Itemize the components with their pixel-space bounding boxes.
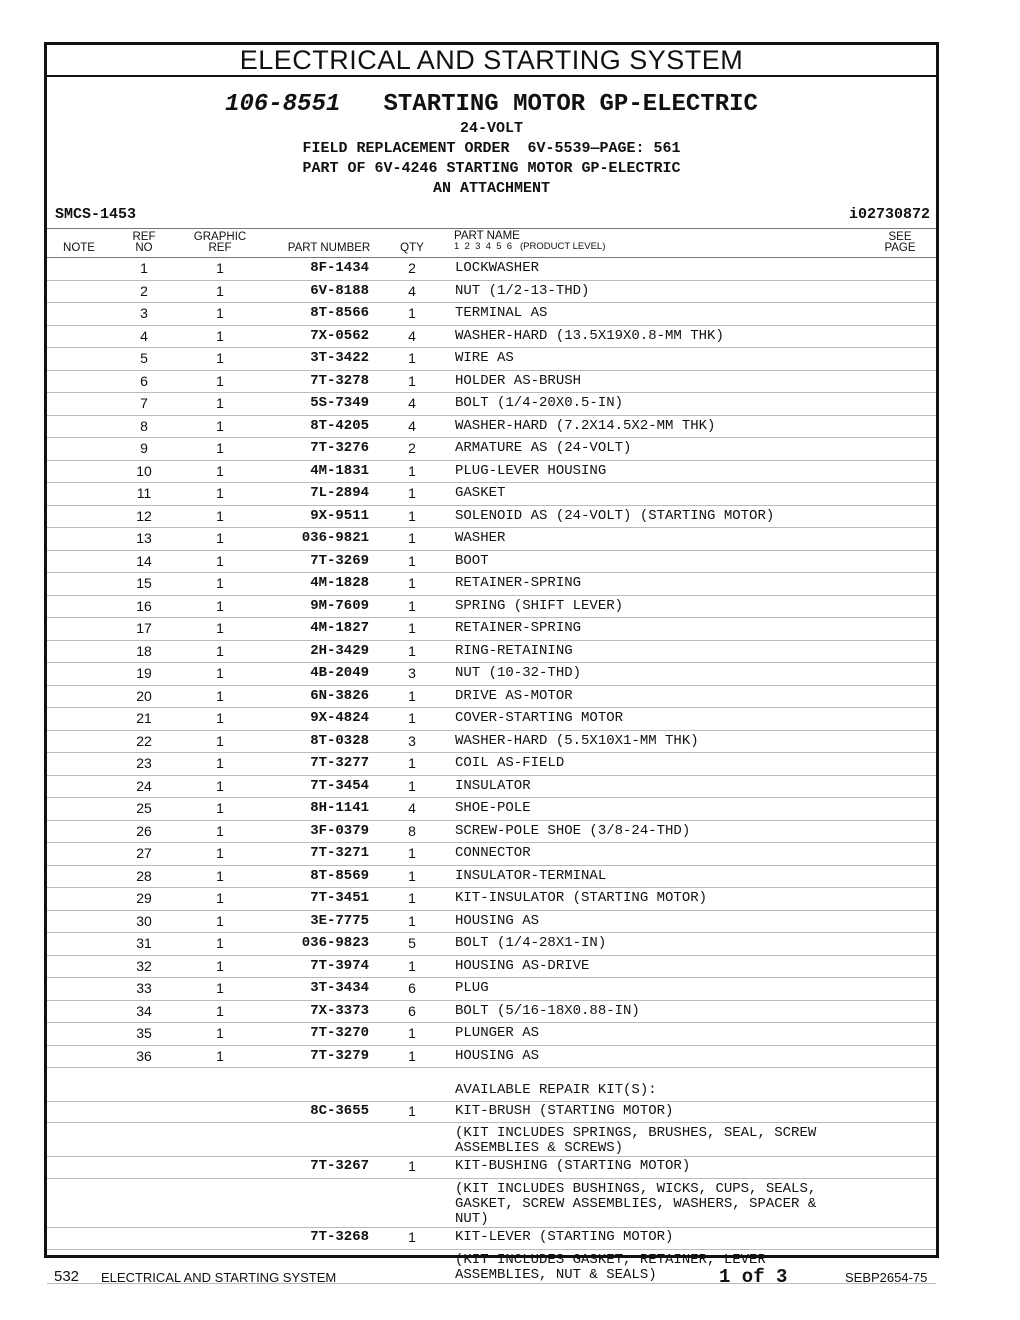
ref-no: 25 xyxy=(136,800,152,816)
group-subtitle-3: PART OF 6V-4246 STARTING MOTOR GP-ELECTRIC xyxy=(302,160,681,177)
part-name: PLUNGER AS xyxy=(455,1025,540,1041)
quantity: 1 xyxy=(408,1047,416,1064)
kit-name: KIT-BUSHING (STARTING MOTOR) xyxy=(455,1158,691,1174)
ref-no: 8 xyxy=(140,417,148,434)
quantity: 1 xyxy=(408,305,416,321)
part-number: 8T-4205 xyxy=(310,417,369,434)
quantity: 1 xyxy=(408,777,416,794)
ref-no: 32 xyxy=(136,957,152,974)
part-name: TERMINAL AS xyxy=(455,305,548,321)
quantity: 1 xyxy=(408,372,416,389)
quantity: 1 xyxy=(408,575,416,591)
part-name: GASKET xyxy=(455,485,506,501)
graphic-ref: 1 xyxy=(216,710,224,726)
graphic-ref: 1 xyxy=(216,912,224,929)
ref-no: 5 xyxy=(140,350,148,366)
table-row xyxy=(47,416,936,439)
table-row xyxy=(47,483,936,506)
parts-rows xyxy=(47,258,936,1068)
part-number: 7T-3451 xyxy=(310,890,369,906)
graphic-ref: 1 xyxy=(216,485,224,501)
table-row xyxy=(47,708,936,731)
table-row xyxy=(47,911,936,934)
ref-no: 10 xyxy=(136,462,152,479)
part-name: WASHER xyxy=(455,530,506,546)
quantity: 4 xyxy=(408,800,416,816)
part-number: 4M-1831 xyxy=(310,462,369,479)
table-row xyxy=(47,888,936,911)
kit-part-number: 7T-3268 xyxy=(310,1229,369,1245)
part-number: 7T-3269 xyxy=(310,552,369,569)
table-row xyxy=(47,1023,936,1046)
repair-kits-heading-row xyxy=(47,1068,936,1102)
table-row xyxy=(47,303,936,326)
kit-includes-row xyxy=(47,1123,936,1157)
smcs-code: SMCS-1453 xyxy=(55,206,137,223)
quantity: 1 xyxy=(408,912,416,929)
graphic-ref: 1 xyxy=(216,687,224,704)
part-name: WASHER-HARD (5.5X10X1-MM THK) xyxy=(455,732,699,749)
table-row xyxy=(47,663,936,686)
ref-no: 6 xyxy=(140,372,148,389)
ref-no: 21 xyxy=(136,710,152,726)
group-subtitle-2: FIELD REPLACEMENT ORDER 6V-5539—PAGE: 561 xyxy=(302,140,681,157)
part-name: COIL AS-FIELD xyxy=(455,755,565,771)
part-name: SCREW-POLE SHOE (3/8-24-THD) xyxy=(455,822,691,839)
quantity: 3 xyxy=(408,665,416,681)
part-number: 7T-3276 xyxy=(310,440,369,456)
part-number: 7X-3373 xyxy=(310,1002,369,1019)
kit-includes-line: (KIT INCLUDES GASKET, RETAINER, LEVER xyxy=(455,1252,766,1268)
quantity: 1 xyxy=(408,687,416,704)
graphic-ref: 1 xyxy=(216,507,224,524)
group-name: STARTING MOTOR GP-ELECTRIC xyxy=(383,91,758,118)
part-number: 3T-3422 xyxy=(310,350,369,366)
header-see-2: PAGE xyxy=(884,242,916,254)
table-row xyxy=(47,438,936,461)
part-number: 5S-7349 xyxy=(310,395,369,411)
part-name: INSULATOR xyxy=(455,777,531,794)
table-row xyxy=(47,393,936,416)
table-row xyxy=(47,933,936,956)
table-row xyxy=(47,776,936,799)
ref-no: 29 xyxy=(136,890,152,906)
graphic-ref: 1 xyxy=(216,327,224,344)
part-number: 8T-8566 xyxy=(310,305,369,321)
graphic-ref: 1 xyxy=(216,665,224,681)
ref-no: 12 xyxy=(136,507,152,524)
part-number: 7T-3277 xyxy=(310,755,369,771)
ref-no: 4 xyxy=(140,327,148,344)
table-row xyxy=(47,1001,936,1024)
part-number: 9X-4824 xyxy=(310,710,369,726)
kit-name: KIT-BRUSH (STARTING MOTOR) xyxy=(455,1103,674,1119)
quantity: 4 xyxy=(408,395,416,411)
ref-no: 9 xyxy=(140,440,148,456)
graphic-ref: 1 xyxy=(216,1002,224,1019)
kit-includes-line: GASKET, SCREW ASSEMBLIES, WASHERS, SPACER & xyxy=(455,1196,817,1212)
kit-qty: 1 xyxy=(408,1229,416,1245)
graphic-ref: 1 xyxy=(216,845,224,861)
part-number: 7T-3278 xyxy=(310,372,369,389)
part-number: 3F-0379 xyxy=(310,822,369,839)
kit-qty: 1 xyxy=(408,1158,416,1174)
header-graphic-2: REF xyxy=(208,242,232,254)
table-row xyxy=(47,461,936,484)
graphic-ref: 1 xyxy=(216,755,224,771)
graphic-ref: 1 xyxy=(216,372,224,389)
ref-no: 19 xyxy=(136,665,152,681)
part-name: DRIVE AS-MOTOR xyxy=(455,687,573,704)
table-header xyxy=(47,228,936,258)
part-name: RING-RETAINING xyxy=(455,642,573,659)
kit-includes-line: ASSEMBLIES, NUT & SEALS) xyxy=(455,1267,657,1283)
part-name: HOLDER AS-BRUSH xyxy=(455,372,582,389)
graphic-ref: 1 xyxy=(216,822,224,839)
graphic-ref: 1 xyxy=(216,777,224,794)
graphic-ref: 1 xyxy=(216,575,224,591)
part-number: 4M-1827 xyxy=(310,620,369,636)
graphic-ref: 1 xyxy=(216,530,224,546)
graphic-ref: 1 xyxy=(216,1025,224,1041)
part-number: 8T-8569 xyxy=(310,867,369,884)
quantity: 1 xyxy=(408,710,416,726)
part-number: 9M-7609 xyxy=(310,597,369,614)
kit-includes-line: (KIT INCLUDES BUSHINGS, WICKS, CUPS, SEALS, xyxy=(455,1181,817,1197)
ref-no: 35 xyxy=(136,1025,152,1041)
ref-no: 33 xyxy=(136,980,152,996)
quantity: 5 xyxy=(408,935,416,951)
kit-row xyxy=(47,1157,936,1179)
group-title xyxy=(47,91,936,119)
graphic-ref: 1 xyxy=(216,935,224,951)
kit-includes-line: ASSEMBLIES & SCREWS) xyxy=(455,1140,624,1156)
part-name: RETAINER-SPRING xyxy=(455,620,582,636)
graphic-ref: 1 xyxy=(216,732,224,749)
table-row xyxy=(47,753,936,776)
ref-no: 30 xyxy=(136,912,152,929)
group-subtitle-1: 24-VOLT xyxy=(459,120,523,137)
kit-part-number: 8C-3655 xyxy=(310,1103,369,1119)
table-row xyxy=(47,866,936,889)
graphic-ref: 1 xyxy=(216,890,224,906)
part-name: INSULATOR-TERMINAL xyxy=(455,867,607,884)
header-qty: QTY xyxy=(400,242,424,254)
part-name: HOUSING AS xyxy=(455,1047,540,1064)
graphic-ref: 1 xyxy=(216,957,224,974)
part-name: LOCKWASHER xyxy=(455,260,540,276)
part-name: CONNECTOR xyxy=(455,845,531,861)
table-row xyxy=(47,686,936,709)
part-name: BOOT xyxy=(455,552,489,569)
doc-id: i02730872 xyxy=(848,206,930,223)
part-name: HOUSING AS-DRIVE xyxy=(455,957,590,974)
part-name: ARMATURE AS (24-VOLT) xyxy=(455,440,632,456)
part-number: 3T-3434 xyxy=(310,980,369,996)
part-name: NUT (1/2-13-THD) xyxy=(455,282,590,299)
table-row xyxy=(47,596,936,619)
group-subtitle-4: AN ATTACHMENT xyxy=(432,180,551,197)
part-name: RETAINER-SPRING xyxy=(455,575,582,591)
header-see-1: SEE xyxy=(888,231,912,243)
quantity: 4 xyxy=(408,282,416,299)
part-name: BOLT (1/4-28X1-IN) xyxy=(455,935,607,951)
part-name: BOLT (1/4-20X0.5-IN) xyxy=(455,395,624,411)
header-part-name-2: 1 2 3 4 5 6 (PRODUCT LEVEL) xyxy=(454,241,606,252)
ref-no: 23 xyxy=(136,755,152,771)
table-row xyxy=(47,641,936,664)
header-ref-2: NO xyxy=(135,242,153,254)
part-name: COVER-STARTING MOTOR xyxy=(455,710,624,726)
quantity: 1 xyxy=(408,845,416,861)
table-row xyxy=(47,798,936,821)
graphic-ref: 1 xyxy=(216,1047,224,1064)
parts-table xyxy=(47,228,936,1284)
part-number: 8H-1141 xyxy=(310,800,369,816)
kit-includes-line: (KIT INCLUDES SPRINGS, BRUSHES, SEAL, SCREW xyxy=(455,1125,817,1141)
part-number: 3E-7775 xyxy=(310,912,369,929)
part-number: 2H-3429 xyxy=(310,642,369,659)
quantity: 1 xyxy=(408,890,416,906)
ref-no: 22 xyxy=(136,732,152,749)
part-number: 9X-9511 xyxy=(310,507,369,524)
graphic-ref: 1 xyxy=(216,597,224,614)
quantity: 6 xyxy=(408,1002,416,1019)
part-number: 7T-3454 xyxy=(310,777,369,794)
part-number: 4B-2049 xyxy=(310,665,369,681)
kit-row xyxy=(47,1102,936,1123)
graphic-ref: 1 xyxy=(216,395,224,411)
part-number: 4M-1828 xyxy=(310,575,369,591)
footer-page-of: 1 of 3 xyxy=(719,1266,788,1288)
quantity: 4 xyxy=(408,417,416,434)
header-part-name-1: PART NAME xyxy=(454,230,520,242)
quantity: 1 xyxy=(408,1025,416,1041)
kit-qty: 1 xyxy=(408,1103,416,1119)
ref-no: 31 xyxy=(136,935,152,951)
table-row xyxy=(47,506,936,529)
quantity: 1 xyxy=(408,552,416,569)
kit-name: KIT-LEVER (STARTING MOTOR) xyxy=(455,1229,674,1245)
header-graphic-1: GRAPHIC xyxy=(193,231,247,243)
graphic-ref: 1 xyxy=(216,440,224,456)
quantity: 1 xyxy=(408,620,416,636)
graphic-ref: 1 xyxy=(216,350,224,366)
quantity: 6 xyxy=(408,980,416,996)
repair-kits-heading: AVAILABLE REPAIR KIT(S): xyxy=(455,1082,657,1098)
header-note: NOTE xyxy=(63,242,95,254)
part-number: 6V-8188 xyxy=(310,282,369,299)
table-row xyxy=(47,528,936,551)
header-part-number: PART NUMBER xyxy=(287,242,371,254)
quantity: 3 xyxy=(408,732,416,749)
table-row xyxy=(47,1046,936,1069)
quantity: 1 xyxy=(408,485,416,501)
graphic-ref: 1 xyxy=(216,260,224,276)
ref-no: 26 xyxy=(136,822,152,839)
part-name: HOUSING AS xyxy=(455,912,540,929)
part-number: 7T-3270 xyxy=(310,1025,369,1041)
quantity: 1 xyxy=(408,462,416,479)
graphic-ref: 1 xyxy=(216,305,224,321)
part-name: SPRING (SHIFT LEVER) xyxy=(455,597,624,614)
header-ref-1: REF xyxy=(132,231,156,243)
quantity: 1 xyxy=(408,350,416,366)
table-row xyxy=(47,843,936,866)
ref-no: 36 xyxy=(136,1047,152,1064)
graphic-ref: 1 xyxy=(216,980,224,996)
ref-no: 24 xyxy=(136,777,152,794)
table-row xyxy=(47,371,936,394)
graphic-ref: 1 xyxy=(216,417,224,434)
quantity: 2 xyxy=(408,260,416,276)
table-row xyxy=(47,551,936,574)
part-number: 8F-1434 xyxy=(310,260,369,276)
quantity: 1 xyxy=(408,867,416,884)
quantity: 1 xyxy=(408,642,416,659)
graphic-ref: 1 xyxy=(216,620,224,636)
part-name: PLUG xyxy=(455,980,489,996)
smcs-row xyxy=(53,205,930,225)
quantity: 1 xyxy=(408,530,416,546)
ref-no: 3 xyxy=(140,305,148,321)
ref-no: 27 xyxy=(136,845,152,861)
ref-no: 17 xyxy=(136,620,152,636)
part-number: 036-9821 xyxy=(301,530,369,546)
table-row xyxy=(47,281,936,304)
quantity: 8 xyxy=(408,822,416,839)
graphic-ref: 1 xyxy=(216,642,224,659)
ref-no: 16 xyxy=(136,597,152,614)
ref-no: 1 xyxy=(140,260,148,276)
part-name: WASHER-HARD (7.2X14.5X2-MM THK) xyxy=(455,417,716,434)
quantity: 1 xyxy=(408,957,416,974)
section-title: ELECTRICAL AND STARTING SYSTEM xyxy=(47,45,936,77)
table-row xyxy=(47,978,936,1001)
part-name: NUT (10-32-THD) xyxy=(455,665,582,681)
part-name: PLUG-LEVER HOUSING xyxy=(455,462,607,479)
ref-no: 15 xyxy=(136,575,152,591)
footer-section: ELECTRICAL AND STARTING SYSTEM xyxy=(101,1270,337,1285)
table-row xyxy=(47,618,936,641)
part-name: SHOE-POLE xyxy=(455,800,531,816)
part-number: 8T-0328 xyxy=(310,732,369,749)
graphic-ref: 1 xyxy=(216,552,224,569)
table-row xyxy=(47,258,936,281)
ref-no: 7 xyxy=(140,395,148,411)
kit-includes-line: NUT) xyxy=(455,1211,489,1227)
ref-no: 34 xyxy=(136,1002,152,1019)
footer-doc-code: SEBP2654-75 xyxy=(845,1270,928,1285)
ref-no: 2 xyxy=(140,282,148,299)
part-number: 7T-3974 xyxy=(310,957,369,974)
part-number: 036-9823 xyxy=(301,935,369,951)
page-footer xyxy=(0,1268,1020,1292)
part-number: 7X-0562 xyxy=(310,327,369,344)
part-name: KIT-INSULATOR (STARTING MOTOR) xyxy=(455,890,708,906)
ref-no: 14 xyxy=(136,552,152,569)
ref-no: 28 xyxy=(136,867,152,884)
quantity: 4 xyxy=(408,327,416,344)
ref-no: 20 xyxy=(136,687,152,704)
part-name: BOLT (5/16-18X0.88-IN) xyxy=(455,1002,640,1019)
ref-no: 11 xyxy=(136,485,152,501)
ref-no: 13 xyxy=(136,530,152,546)
kit-row xyxy=(47,1228,936,1250)
graphic-ref: 1 xyxy=(216,800,224,816)
part-number: 7T-3279 xyxy=(310,1047,369,1064)
part-name: SOLENOID AS (24-VOLT) (STARTING MOTOR) xyxy=(455,507,775,524)
kit-part-number: 7T-3267 xyxy=(310,1158,369,1174)
table-row xyxy=(47,326,936,349)
graphic-ref: 1 xyxy=(216,462,224,479)
table-row xyxy=(47,573,936,596)
part-name: WIRE AS xyxy=(455,350,514,366)
part-number: 6N-3826 xyxy=(310,687,369,704)
table-row xyxy=(47,731,936,754)
graphic-ref: 1 xyxy=(216,282,224,299)
quantity: 1 xyxy=(408,597,416,614)
part-number: 7T-3271 xyxy=(310,845,369,861)
kit-includes-row xyxy=(47,1179,936,1228)
graphic-ref: 1 xyxy=(216,867,224,884)
quantity: 1 xyxy=(408,507,416,524)
table-row xyxy=(47,821,936,844)
footer-page-number: 532 xyxy=(54,1268,80,1285)
quantity: 2 xyxy=(408,440,416,456)
group-number: 106-8551 xyxy=(225,91,341,118)
part-name: WASHER-HARD (13.5X19X0.8-MM THK) xyxy=(455,327,724,344)
table-row xyxy=(47,348,936,371)
table-row xyxy=(47,956,936,979)
ref-no: 18 xyxy=(136,642,152,659)
part-number: 7L-2894 xyxy=(310,485,369,501)
quantity: 1 xyxy=(408,755,416,771)
